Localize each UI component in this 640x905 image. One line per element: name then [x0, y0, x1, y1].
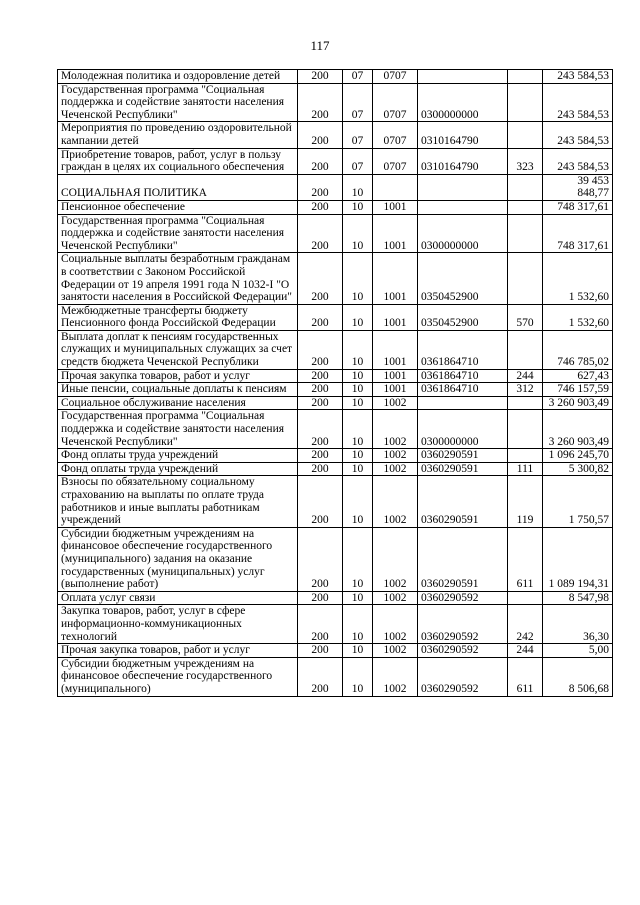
row-pr-cell: 1001	[373, 304, 418, 330]
row-csr-cell: 0361864710	[418, 330, 508, 369]
row-name-cell: Молодежная политика и оздоровление детей	[58, 70, 298, 84]
row-ved-cell: 200	[298, 383, 343, 397]
row-name-cell: Мероприятия по проведению оздоровительной кампании детей	[58, 122, 298, 148]
row-sum-cell: 3 260 903,49	[543, 396, 613, 410]
row-csr-cell: 0300000000	[418, 410, 508, 449]
row-csr-cell	[418, 396, 508, 410]
table-row	[58, 476, 613, 527]
table-row	[58, 83, 613, 122]
row-pr-cell: 1002	[373, 449, 418, 463]
row-sum-cell: 748 317,61	[543, 214, 613, 253]
row-ved-cell: 200	[298, 462, 343, 476]
row-ved-cell: 200	[298, 591, 343, 605]
table-row	[58, 214, 613, 253]
row-ved-cell: 200	[298, 330, 343, 369]
row-sum-cell: 1 532,60	[543, 253, 613, 304]
row-sum-cell: 243 584,53	[543, 148, 613, 174]
row-rz-cell: 10	[343, 410, 373, 449]
row-csr-cell: 0360290592	[418, 644, 508, 658]
row-rz-cell: 10	[343, 253, 373, 304]
row-name-cell: Оплата услуг связи	[58, 591, 298, 605]
row-name-cell: Закупка товаров, работ, услуг в сфере информационно-коммуникационных технологий	[58, 605, 298, 644]
table-row	[58, 253, 613, 304]
row-sum-cell: 8 547,98	[543, 591, 613, 605]
row-rz-cell: 07	[343, 122, 373, 148]
row-rz-cell: 10	[343, 304, 373, 330]
row-vr-cell	[508, 70, 543, 84]
row-sum-cell: 243 584,53	[543, 122, 613, 148]
row-pr-cell: 1002	[373, 644, 418, 658]
table-row	[58, 591, 613, 605]
row-rz-cell: 10	[343, 330, 373, 369]
row-rz-cell: 10	[343, 214, 373, 253]
row-ved-cell: 200	[298, 605, 343, 644]
row-csr-cell: 0360290591	[418, 476, 508, 527]
row-csr-cell: 0360290591	[418, 462, 508, 476]
row-name-cell: Субсидии бюджетным учреждениям на финансовое обеспечение государственного (муниципального) задания на оказание государственных (муниципальных) услуг (выполнение работ)	[58, 527, 298, 591]
row-rz-cell: 10	[343, 527, 373, 591]
row-name-cell: Выплата доплат к пенсиям государственных служащих и муниципальных служащих за счет средств бюджета Чеченской Республики	[58, 330, 298, 369]
row-ved-cell: 200	[298, 253, 343, 304]
row-sum-cell: 36,30	[543, 605, 613, 644]
row-name-cell: Государственная программа "Социальная поддержка и содействие занятости населения Чеченской Республики"	[58, 410, 298, 449]
table-row	[58, 527, 613, 591]
row-pr-cell: 1002	[373, 605, 418, 644]
row-pr-cell: 1001	[373, 330, 418, 369]
row-ved-cell: 200	[298, 369, 343, 383]
row-name-cell: СОЦИАЛЬНАЯ ПОЛИТИКА	[58, 174, 298, 200]
row-csr-cell: 0300000000	[418, 214, 508, 253]
row-vr-cell	[508, 83, 543, 122]
table-row	[58, 383, 613, 397]
row-pr-cell: 0707	[373, 148, 418, 174]
row-pr-cell: 1001	[373, 383, 418, 397]
row-name-cell: Социальные выплаты безработным гражданам в соответствии с Законом Российской Федерации от 19 апреля 1991 года N 1032-I "О занятости населения в Российской Федерации"	[58, 253, 298, 304]
row-csr-cell: 0300000000	[418, 83, 508, 122]
row-sum-cell: 746 157,59	[543, 383, 613, 397]
row-vr-cell: 611	[508, 527, 543, 591]
row-sum-cell: 627,43	[543, 369, 613, 383]
row-name-cell: Приобретение товаров, работ, услуг в пользу граждан в целях их социального обеспечения	[58, 148, 298, 174]
row-ved-cell: 200	[298, 476, 343, 527]
row-name-cell: Иные пенсии, социальные доплаты к пенсиям	[58, 383, 298, 397]
row-pr-cell: 1002	[373, 410, 418, 449]
row-rz-cell: 10	[343, 644, 373, 658]
row-vr-cell: 570	[508, 304, 543, 330]
table-row	[58, 644, 613, 658]
row-rz-cell: 10	[343, 449, 373, 463]
row-sum-cell: 1 750,57	[543, 476, 613, 527]
row-name-cell: Социальное обслуживание населения	[58, 396, 298, 410]
row-sum-cell: 3 260 903,49	[543, 410, 613, 449]
table-row	[58, 304, 613, 330]
row-pr-cell: 1001	[373, 253, 418, 304]
table-row	[58, 657, 613, 696]
row-rz-cell: 07	[343, 148, 373, 174]
row-pr-cell: 1002	[373, 527, 418, 591]
row-ved-cell: 200	[298, 657, 343, 696]
row-vr-cell	[508, 122, 543, 148]
table-row	[58, 200, 613, 214]
row-sum-cell: 39 453 848,77	[543, 174, 613, 200]
row-rz-cell: 10	[343, 657, 373, 696]
row-name-cell: Фонд оплаты труда учреждений	[58, 449, 298, 463]
row-ved-cell: 200	[298, 70, 343, 84]
row-pr-cell: 1002	[373, 462, 418, 476]
row-vr-cell: 242	[508, 605, 543, 644]
table-row	[58, 148, 613, 174]
row-vr-cell	[508, 449, 543, 463]
row-name-cell: Межбюджетные трансферты бюджету Пенсионного фонда Российской Федерации	[58, 304, 298, 330]
row-csr-cell: 0310164790	[418, 148, 508, 174]
row-sum-cell: 243 584,53	[543, 70, 613, 84]
row-vr-cell: 312	[508, 383, 543, 397]
row-vr-cell	[508, 200, 543, 214]
row-pr-cell: 0707	[373, 122, 418, 148]
row-ved-cell: 200	[298, 122, 343, 148]
row-csr-cell: 0360290591	[418, 527, 508, 591]
row-csr-cell	[418, 70, 508, 84]
row-csr-cell	[418, 174, 508, 200]
table-row	[58, 70, 613, 84]
row-name-cell: Прочая закупка товаров, работ и услуг	[58, 369, 298, 383]
row-rz-cell: 10	[343, 462, 373, 476]
row-vr-cell	[508, 591, 543, 605]
row-name-cell: Взносы по обязательному социальному страхованию на выплаты по оплате труда работников и иные выплаты работникам учреждений	[58, 476, 298, 527]
row-vr-cell	[508, 330, 543, 369]
row-pr-cell: 1001	[373, 214, 418, 253]
row-pr-cell: 0707	[373, 83, 418, 122]
row-vr-cell	[508, 214, 543, 253]
row-sum-cell: 1 089 194,31	[543, 527, 613, 591]
row-rz-cell: 10	[343, 174, 373, 200]
row-pr-cell: 1002	[373, 396, 418, 410]
table-row	[58, 449, 613, 463]
row-vr-cell: 119	[508, 476, 543, 527]
row-pr-cell: 1002	[373, 657, 418, 696]
row-ved-cell: 200	[298, 200, 343, 214]
row-csr-cell: 0360290592	[418, 657, 508, 696]
row-pr-cell: 1001	[373, 200, 418, 214]
row-csr-cell	[418, 200, 508, 214]
row-pr-cell: 0707	[373, 70, 418, 84]
table-row	[58, 396, 613, 410]
row-csr-cell: 0360290592	[418, 605, 508, 644]
row-ved-cell: 200	[298, 410, 343, 449]
row-vr-cell	[508, 174, 543, 200]
row-sum-cell: 1 096 245,70	[543, 449, 613, 463]
row-rz-cell: 10	[343, 369, 373, 383]
row-ved-cell: 200	[298, 83, 343, 122]
row-vr-cell	[508, 253, 543, 304]
row-pr-cell: 1002	[373, 476, 418, 527]
row-name-cell: Пенсионное обеспечение	[58, 200, 298, 214]
row-vr-cell	[508, 396, 543, 410]
row-vr-cell: 323	[508, 148, 543, 174]
row-rz-cell: 10	[343, 383, 373, 397]
row-name-cell: Прочая закупка товаров, работ и услуг	[58, 644, 298, 658]
row-ved-cell: 200	[298, 396, 343, 410]
row-rz-cell: 10	[343, 200, 373, 214]
row-name-cell: Государственная программа "Социальная поддержка и содействие занятости населения Чеченской Республики"	[58, 83, 298, 122]
row-sum-cell: 243 584,53	[543, 83, 613, 122]
table-row	[58, 605, 613, 644]
row-csr-cell: 0360290592	[418, 591, 508, 605]
table-body	[58, 70, 613, 697]
table-row	[58, 369, 613, 383]
row-sum-cell: 8 506,68	[543, 657, 613, 696]
budget-table	[57, 69, 613, 697]
row-rz-cell: 10	[343, 476, 373, 527]
table-row	[58, 462, 613, 476]
row-csr-cell: 0360290591	[418, 449, 508, 463]
row-ved-cell: 200	[298, 214, 343, 253]
row-csr-cell: 0310164790	[418, 122, 508, 148]
table-row	[58, 330, 613, 369]
row-sum-cell: 5,00	[543, 644, 613, 658]
table-row	[58, 122, 613, 148]
table-row	[58, 410, 613, 449]
row-rz-cell: 10	[343, 591, 373, 605]
row-csr-cell: 0350452900	[418, 304, 508, 330]
row-rz-cell: 07	[343, 83, 373, 122]
row-name-cell: Фонд оплаты труда учреждений	[58, 462, 298, 476]
row-ved-cell: 200	[298, 174, 343, 200]
row-sum-cell: 748 317,61	[543, 200, 613, 214]
row-ved-cell: 200	[298, 304, 343, 330]
row-ved-cell: 200	[298, 644, 343, 658]
row-vr-cell: 244	[508, 369, 543, 383]
row-vr-cell: 244	[508, 644, 543, 658]
row-ved-cell: 200	[298, 527, 343, 591]
row-rz-cell: 10	[343, 396, 373, 410]
row-rz-cell: 10	[343, 605, 373, 644]
row-pr-cell	[373, 174, 418, 200]
row-pr-cell: 1002	[373, 591, 418, 605]
table-row	[58, 174, 613, 200]
row-sum-cell: 746 785,02	[543, 330, 613, 369]
row-csr-cell: 0361864710	[418, 383, 508, 397]
row-sum-cell: 5 300,82	[543, 462, 613, 476]
row-sum-cell: 1 532,60	[543, 304, 613, 330]
row-ved-cell: 200	[298, 148, 343, 174]
row-rz-cell: 07	[343, 70, 373, 84]
row-csr-cell: 0361864710	[418, 369, 508, 383]
row-ved-cell: 200	[298, 449, 343, 463]
row-pr-cell: 1001	[373, 369, 418, 383]
row-vr-cell: 611	[508, 657, 543, 696]
row-name-cell: Субсидии бюджетным учреждениям на финансовое обеспечение государственного (муниципального)	[58, 657, 298, 696]
row-csr-cell: 0350452900	[418, 253, 508, 304]
row-name-cell: Государственная программа "Социальная поддержка и содействие занятости населения Чеченской Республики"	[58, 214, 298, 253]
page-number: 117	[310, 38, 330, 53]
row-vr-cell: 111	[508, 462, 543, 476]
row-vr-cell	[508, 410, 543, 449]
